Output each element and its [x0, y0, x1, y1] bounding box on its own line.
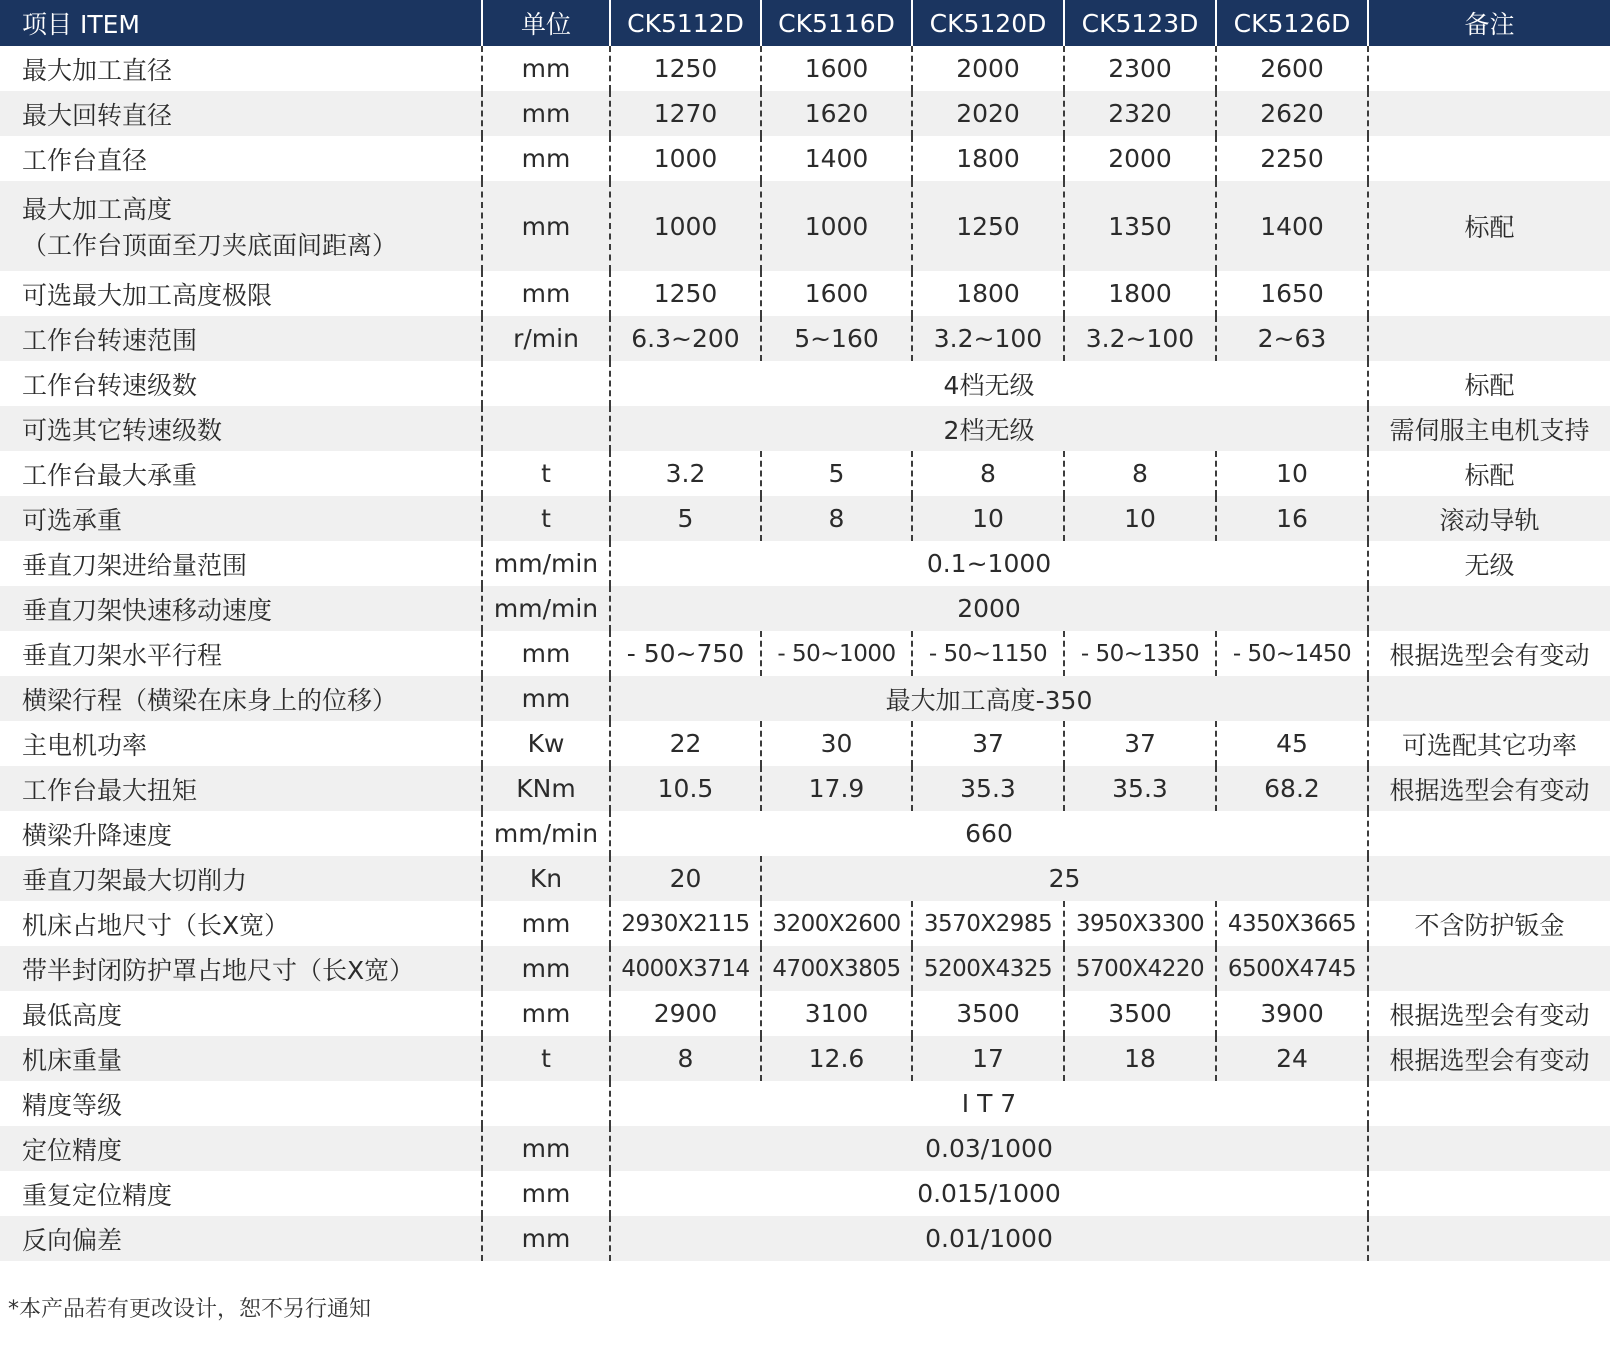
table-row — [0, 1126, 1610, 1171]
row-label: 垂直刀架进给量范围 — [0, 541, 482, 586]
value-cell: 4000X3714 — [610, 946, 761, 991]
note-cell — [1368, 1081, 1610, 1126]
unit-cell: mm — [482, 91, 610, 136]
row-label: 可选承重 — [0, 496, 482, 541]
note-cell: 根据选型会有变动 — [1389, 1000, 1590, 1030]
value-cell: 5~160 — [761, 316, 912, 361]
unit-cell: mm/min — [482, 586, 610, 631]
row-label: 精度等级 — [0, 1081, 482, 1126]
table-row — [0, 676, 1610, 721]
row-label — [0, 181, 482, 271]
unit-cell: mm — [482, 631, 610, 676]
unit-cell: mm — [482, 991, 610, 1036]
unit-cell — [482, 1081, 610, 1126]
value-cell: 1250 — [912, 181, 1064, 271]
footnote: *本产品若有更改设计，恕不另行通知 — [8, 1297, 372, 1322]
unit-cell: KNm — [482, 766, 610, 811]
note-cell: 标配 — [1464, 213, 1515, 242]
table-row — [0, 271, 1610, 316]
value-cell: 30 — [761, 721, 912, 766]
unit-cell — [482, 361, 610, 406]
value-cell: 8 — [761, 496, 912, 541]
value-cell: 18 — [1064, 1036, 1216, 1081]
note-cell — [1368, 91, 1610, 136]
header-note: 备注 — [1368, 0, 1610, 46]
note-cell: 滚动导轨 — [1439, 505, 1540, 535]
row-label: 最低高度 — [0, 991, 482, 1036]
header-model: CK5116D — [761, 0, 912, 46]
row-label: 工作台最大承重 — [0, 451, 482, 496]
table-row — [0, 856, 1610, 901]
value-cell: 3950X3300 — [1064, 901, 1216, 946]
value-cell: 1250 — [610, 271, 761, 316]
row-label: 工作台最大扭矩 — [0, 766, 482, 811]
note-cell — [1368, 946, 1610, 991]
value-cell: 1600 — [761, 271, 912, 316]
note-cell — [1368, 136, 1610, 181]
span-value-cell: 660 — [610, 811, 1368, 856]
value-cell: 2000 — [912, 46, 1064, 91]
value-cell: - 50~1000 — [761, 631, 912, 676]
span-value-cell: I T 7 — [610, 1081, 1368, 1126]
value-cell: 1350 — [1064, 181, 1216, 271]
value-cell: 1000 — [610, 181, 761, 271]
note-cell — [1368, 586, 1610, 631]
unit-cell: mm/min — [482, 541, 610, 586]
span-value-cell: 25 — [761, 856, 1368, 901]
value-cell: 8 — [1064, 451, 1216, 496]
value-cell: 4700X3805 — [761, 946, 912, 991]
value-cell: 2~63 — [1216, 316, 1368, 361]
row-label: 可选最大加工高度极限 — [0, 271, 482, 316]
value-cell: 20 — [610, 856, 761, 901]
note-cell: 无级 — [1464, 550, 1515, 580]
span-value-cell: 0.015/1000 — [610, 1171, 1368, 1216]
value-cell: 1800 — [912, 136, 1064, 181]
row-label: 横梁升降速度 — [0, 811, 482, 856]
row-label: 反向偏差 — [0, 1216, 482, 1261]
note-cell: 可选配其它功率 — [1401, 730, 1577, 760]
value-cell: 10.5 — [610, 766, 761, 811]
value-cell: 35.3 — [912, 766, 1064, 811]
span-value-cell: 最大加工高度-350 — [610, 676, 1368, 721]
value-cell: 2300 — [1064, 46, 1216, 91]
row-label: 工作台转速范围 — [0, 316, 482, 361]
row-label: 垂直刀架最大切削力 — [0, 856, 482, 901]
value-cell: 16 — [1216, 496, 1368, 541]
header-item: 项目 ITEM — [0, 0, 482, 46]
table-row — [0, 91, 1610, 136]
table-row — [0, 586, 1610, 631]
value-cell: 17 — [912, 1036, 1064, 1081]
row-label: 机床占地尺寸（长X宽） — [0, 901, 482, 946]
value-cell: 2320 — [1064, 91, 1216, 136]
note-cell: 不含防护钣金 — [1414, 910, 1565, 940]
note-cell — [1368, 271, 1610, 316]
value-cell: 2620 — [1216, 91, 1368, 136]
unit-cell: mm — [482, 901, 610, 946]
row-label: 垂直刀架水平行程 — [0, 631, 482, 676]
value-cell: 10 — [1216, 451, 1368, 496]
value-cell: 3200X2600 — [761, 901, 912, 946]
row-label: 工作台转速级数 — [0, 361, 482, 406]
unit-cell: r/min — [482, 316, 610, 361]
value-cell: 10 — [1064, 496, 1216, 541]
value-cell: 3100 — [761, 991, 912, 1036]
note-cell: 根据选型会有变动 — [1389, 775, 1590, 805]
row-label: 工作台直径 — [0, 136, 482, 181]
value-cell: 5700X4220 — [1064, 946, 1216, 991]
value-cell: 1650 — [1216, 271, 1368, 316]
unit-cell: Kn — [482, 856, 610, 901]
row-label: 定位精度 — [0, 1126, 482, 1171]
note-cell — [1368, 1171, 1610, 1216]
value-cell: - 50~1150 — [912, 631, 1064, 676]
value-cell: 1250 — [610, 46, 761, 91]
value-cell: 3.2~100 — [912, 316, 1064, 361]
header-unit: 单位 — [482, 0, 610, 46]
value-cell: 3.2~100 — [1064, 316, 1216, 361]
value-cell: 3900 — [1216, 991, 1368, 1036]
unit-cell: mm — [482, 946, 610, 991]
table-row — [0, 46, 1610, 91]
note-cell — [1368, 856, 1610, 901]
table-row — [0, 991, 1610, 1036]
unit-cell: mm — [482, 136, 610, 181]
row-label: 机床重量 — [0, 1036, 482, 1081]
note-cell — [1368, 316, 1610, 361]
unit-cell: mm — [482, 46, 610, 91]
note-cell: 根据选型会有变动 — [1389, 1045, 1590, 1075]
unit-cell: t — [482, 451, 610, 496]
unit-cell: mm — [482, 1126, 610, 1171]
table-row — [0, 946, 1610, 991]
span-value-cell: 0.03/1000 — [610, 1126, 1368, 1171]
unit-cell: mm — [482, 1216, 610, 1261]
value-cell: 1400 — [761, 136, 912, 181]
table-row — [0, 1036, 1610, 1081]
note-cell: 根据选型会有变动 — [1389, 640, 1590, 670]
value-cell: 2600 — [1216, 46, 1368, 91]
row-label: 主电机功率 — [0, 721, 482, 766]
spec-body — [0, 46, 1610, 1261]
value-cell: 8 — [912, 451, 1064, 496]
header-model: CK5120D — [912, 0, 1064, 46]
table-row — [0, 361, 1610, 406]
value-cell: 8 — [610, 1036, 761, 1081]
value-cell: 6.3~200 — [610, 316, 761, 361]
value-cell: 68.2 — [1216, 766, 1368, 811]
table-row — [0, 1171, 1610, 1216]
span-value-cell: 0.01/1000 — [610, 1216, 1368, 1261]
table-row — [0, 316, 1610, 361]
value-cell: 1400 — [1216, 181, 1368, 271]
unit-cell: t — [482, 1036, 610, 1081]
value-cell: 3500 — [1064, 991, 1216, 1036]
table-row — [0, 1081, 1610, 1126]
value-cell: 3570X2985 — [912, 901, 1064, 946]
span-value-cell: 2000 — [610, 586, 1368, 631]
value-cell: 6500X4745 — [1216, 946, 1368, 991]
unit-cell: Kw — [482, 721, 610, 766]
row-label-sub: （工作台顶面至刀夹底面间距离） — [22, 231, 398, 260]
value-cell: 1270 — [610, 91, 761, 136]
row-label: 可选其它转速级数 — [0, 406, 482, 451]
span-value-cell: 4档无级 — [610, 361, 1368, 406]
span-value-cell: 0.1~1000 — [610, 541, 1368, 586]
note-cell: 标配 — [1464, 370, 1515, 400]
note-cell: 需伺服主电机支持 — [1389, 415, 1590, 445]
value-cell: 2900 — [610, 991, 761, 1036]
value-cell: 3.2 — [610, 451, 761, 496]
value-cell: - 50~1450 — [1216, 631, 1368, 676]
value-cell: 1000 — [761, 181, 912, 271]
value-cell: 22 — [610, 721, 761, 766]
row-label-line: 最大加工高度 — [22, 195, 173, 224]
span-value-cell: 2档无级 — [610, 406, 1368, 451]
row-label: 垂直刀架快速移动速度 — [0, 586, 482, 631]
value-cell: 5 — [761, 451, 912, 496]
table-row — [0, 1216, 1610, 1261]
unit-cell — [482, 406, 610, 451]
value-cell: 1000 — [610, 136, 761, 181]
row-label: 最大回转直径 — [0, 91, 482, 136]
row-label: 横梁行程（横梁在床身上的位移） — [0, 676, 482, 721]
table-row — [0, 721, 1610, 766]
value-cell: 24 — [1216, 1036, 1368, 1081]
note-cell: 标配 — [1464, 460, 1515, 490]
value-cell: 5 — [610, 496, 761, 541]
note-cell — [1368, 46, 1610, 91]
value-cell: 35.3 — [1064, 766, 1216, 811]
row-label: 最大加工直径 — [0, 46, 482, 91]
value-cell: 2250 — [1216, 136, 1368, 181]
row-label: 重复定位精度 — [0, 1171, 482, 1216]
value-cell: 4350X3665 — [1216, 901, 1368, 946]
note-cell — [1368, 811, 1610, 856]
value-cell: 17.9 — [761, 766, 912, 811]
unit-cell: mm — [482, 181, 610, 271]
value-cell: 12.6 — [761, 1036, 912, 1081]
table-row — [0, 406, 1610, 451]
table-row — [0, 181, 1610, 271]
value-cell: 45 — [1216, 721, 1368, 766]
value-cell: 37 — [1064, 721, 1216, 766]
value-cell: 10 — [912, 496, 1064, 541]
table-row — [0, 136, 1610, 181]
table-row — [0, 451, 1610, 496]
value-cell: 1600 — [761, 46, 912, 91]
table-row — [0, 541, 1610, 586]
header-model: CK5126D — [1216, 0, 1368, 46]
table-row — [0, 811, 1610, 856]
table-row — [0, 631, 1610, 676]
table-row — [0, 901, 1610, 946]
value-cell: 1620 — [761, 91, 912, 136]
value-cell: 3500 — [912, 991, 1064, 1036]
value-cell: - 50~750 — [610, 631, 761, 676]
note-cell — [1368, 1216, 1610, 1261]
unit-cell: mm/min — [482, 811, 610, 856]
unit-cell: mm — [482, 676, 610, 721]
header-model: CK5123D — [1064, 0, 1216, 46]
unit-cell: mm — [482, 271, 610, 316]
unit-cell: mm — [482, 1171, 610, 1216]
header-model: CK5112D — [610, 0, 761, 46]
value-cell: 5200X4325 — [912, 946, 1064, 991]
value-cell: - 50~1350 — [1064, 631, 1216, 676]
row-label: 带半封闭防护罩占地尺寸（长X宽） — [0, 946, 482, 991]
value-cell: 2020 — [912, 91, 1064, 136]
value-cell: 2000 — [1064, 136, 1216, 181]
value-cell: 37 — [912, 721, 1064, 766]
value-cell: 2930X2115 — [610, 901, 761, 946]
value-cell: 1800 — [912, 271, 1064, 316]
table-row — [0, 496, 1610, 541]
header-row — [0, 0, 1610, 46]
note-cell — [1368, 676, 1610, 721]
value-cell: 1800 — [1064, 271, 1216, 316]
table-row — [0, 766, 1610, 811]
unit-cell: t — [482, 496, 610, 541]
note-cell — [1368, 1126, 1610, 1171]
